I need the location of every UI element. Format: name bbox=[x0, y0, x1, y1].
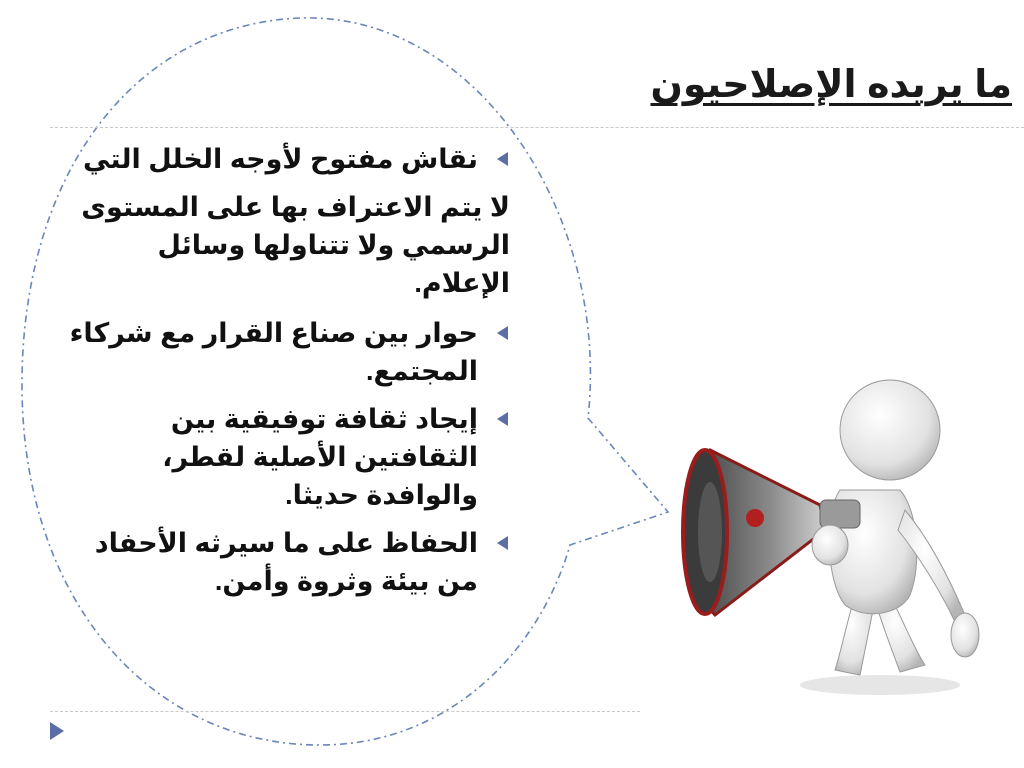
list-item bbox=[60, 314, 510, 390]
list-item-text: إيجاد ثقافة توفيقية بين الثقافتين الأصلية لقطر، والوافدة حديثا. bbox=[162, 404, 478, 510]
bullet-list bbox=[60, 140, 510, 610]
list-item bbox=[60, 400, 510, 514]
triangle-bullet-icon bbox=[497, 412, 508, 426]
list-item-text: الحفاظ على ما سيرثه الأحفاد من بيئة وثروة وأمن. bbox=[94, 528, 478, 596]
list-item bbox=[60, 140, 510, 178]
list-item-text: لا يتم الاعتراف بها على المستوى الرسمي ولا تتناولها وسائل الإعلام. bbox=[81, 192, 510, 298]
list-item-text: نقاش مفتوح لأوجه الخلل التي bbox=[83, 144, 478, 174]
triangle-bullet-icon bbox=[497, 536, 508, 550]
megaphone-figure-icon bbox=[660, 360, 1000, 700]
title-divider bbox=[50, 127, 1024, 128]
slide-title: ما يريده الإصلاحيون bbox=[650, 64, 1012, 106]
triangle-bullet-icon bbox=[497, 326, 508, 340]
list-item-continuation bbox=[60, 188, 510, 302]
footer-divider bbox=[50, 711, 640, 712]
list-item bbox=[60, 524, 510, 600]
triangle-bullet-icon bbox=[497, 152, 508, 166]
list-item-text: حوار بين صناع القرار مع شركاء المجتمع. bbox=[69, 318, 478, 386]
next-slide-arrow-icon[interactable] bbox=[50, 722, 64, 740]
